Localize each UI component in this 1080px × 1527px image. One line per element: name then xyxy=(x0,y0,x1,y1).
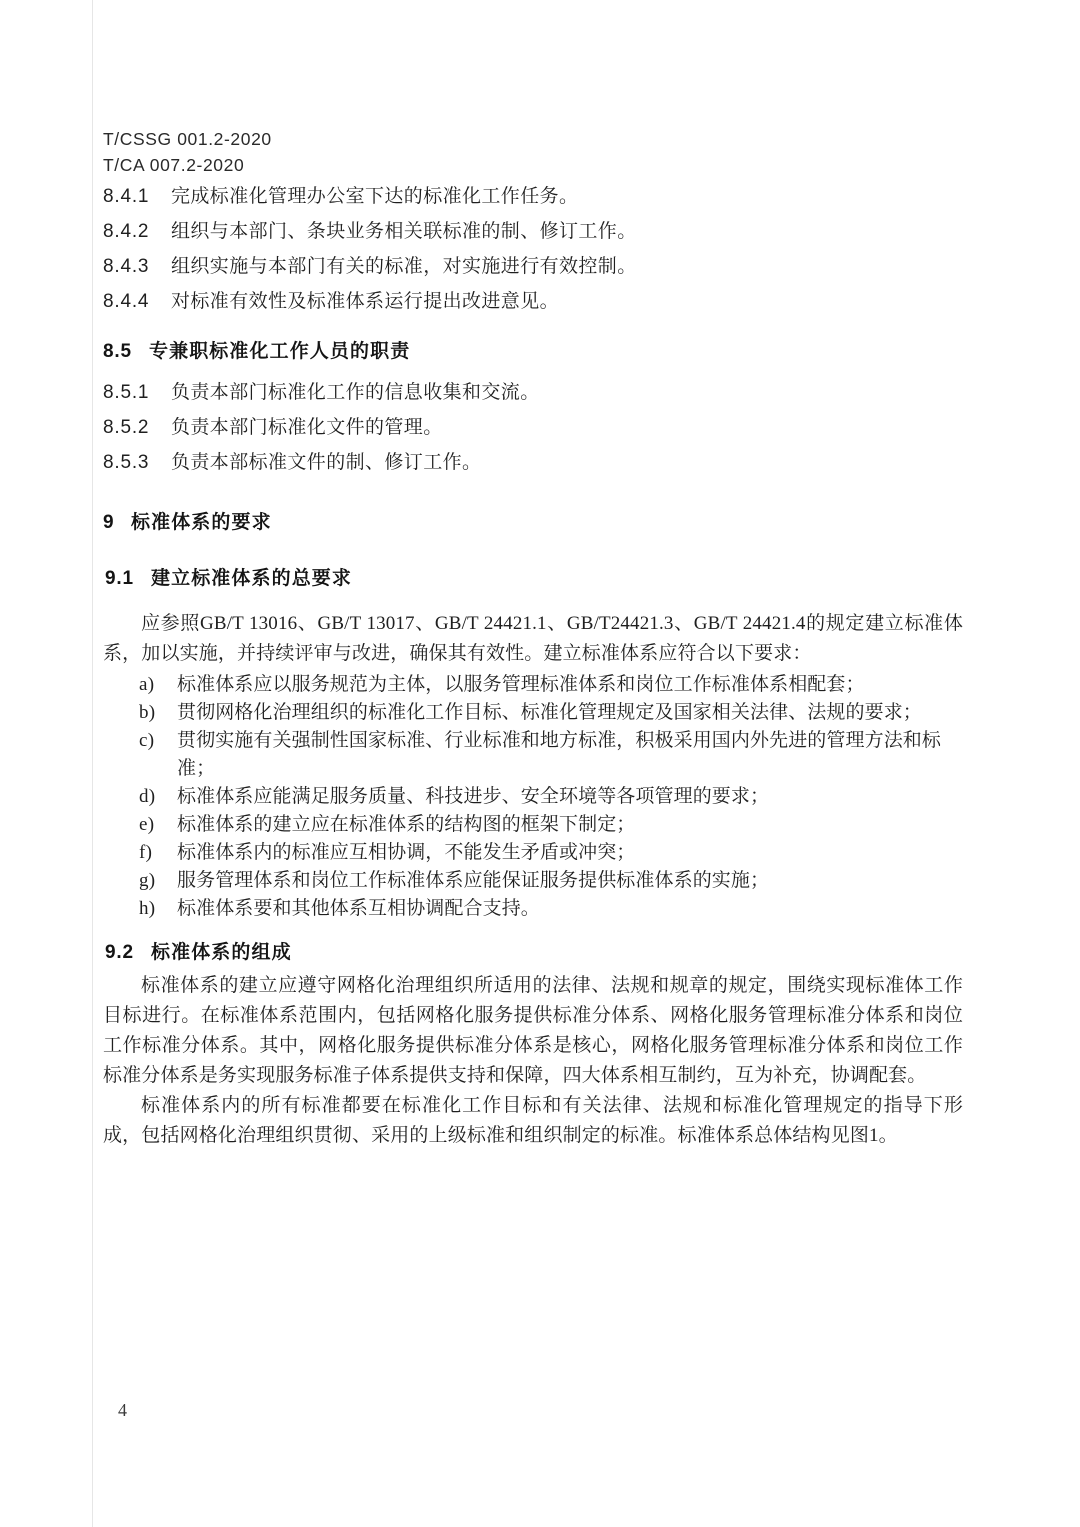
heading-number: 9.2 xyxy=(105,942,134,963)
list-item xyxy=(103,839,963,867)
list-item-text: 标准体系应以服务规范为主体，以服务管理标准体系和岗位工作标准体系相配套； xyxy=(177,674,865,695)
lettered-list-9-1 xyxy=(103,671,963,923)
clause-text: 组织与本部门、条块业务相关联标准的制、修订工作。 xyxy=(171,221,637,242)
heading-number: 9 xyxy=(103,512,114,533)
heading-title: 专兼职标准化工作人员的职责 xyxy=(149,341,411,362)
standard-number-primary: T/CSSG 001.2-2020 xyxy=(103,129,272,149)
clause-number: 8.5.2 xyxy=(103,417,150,438)
clause-number: 8.4.1 xyxy=(103,186,150,207)
paragraph-9-1-intro: 应参照GB/T 13016、GB/T 13017、GB/T 24421.1、GB/T24421.3、GB/T 24421.4的规定建立标准体系，加以实施，并持续评审与改进，确保其有效性。建立标准体系应符合以下要求： xyxy=(103,613,963,664)
clause-number: 8.5.1 xyxy=(103,382,150,403)
page-number: 4 xyxy=(118,1400,127,1420)
list-marker: a) xyxy=(139,674,155,695)
list-item xyxy=(103,811,963,839)
spacer xyxy=(103,591,963,609)
heading-number: 9.1 xyxy=(105,568,134,589)
heading-title: 建立标准体系的总要求 xyxy=(151,568,353,589)
clause-group-8-5 xyxy=(103,381,963,475)
clause-8-4-4 xyxy=(103,290,963,314)
list-marker: f) xyxy=(139,842,153,863)
spacer xyxy=(103,475,963,501)
list-item-text: 标准体系应能满足服务质量、科技进步、安全环境等各项管理的要求； xyxy=(177,786,770,807)
clause-8-5-1 xyxy=(103,381,963,405)
heading-9-2 xyxy=(105,941,963,965)
clause-text: 负责本部门标准化文件的管理。 xyxy=(171,417,443,438)
clause-text: 对标准有效性及标准体系运行提出改进意见。 xyxy=(171,291,560,312)
clause-text: 负责本部门标准化工作的信息收集和交流。 xyxy=(171,382,540,403)
page-content xyxy=(103,126,963,1151)
clause-8-5-3 xyxy=(103,451,963,475)
heading-9 xyxy=(103,511,963,535)
list-item-text: 标准体系要和其他体系互相协调配合支持。 xyxy=(177,898,540,919)
spacer xyxy=(103,535,963,561)
list-item xyxy=(103,867,963,895)
list-item xyxy=(103,699,963,727)
standard-header xyxy=(103,126,963,178)
list-marker: g) xyxy=(139,870,156,891)
list-item-text: 贯彻网格化治理组织的标准化工作目标、标准化管理规定及国家相关法律、法规的要求； xyxy=(177,702,922,723)
list-marker: d) xyxy=(139,786,156,807)
clause-text: 完成标准化管理办公室下达的标准化工作任务。 xyxy=(171,186,579,207)
clause-number: 8.4.4 xyxy=(103,291,150,312)
paragraph-9-2-second: 标准体系内的所有标准都要在标准化工作目标和有关法律、法规和标准化管理规定的指导下形成，包括网格化治理组织贯彻、采用的上级标准和组织制定的标准。标准体系总体结构见图1。 xyxy=(103,1095,963,1146)
clause-8-4-3 xyxy=(103,255,963,279)
list-item xyxy=(103,671,963,699)
list-item-text: 标准体系内的标准应互相协调，不能发生矛盾或冲突； xyxy=(177,842,636,863)
list-marker: h) xyxy=(139,898,156,919)
heading-title: 标准体系的组成 xyxy=(151,942,292,963)
heading-8-5 xyxy=(103,340,963,364)
clause-8-4-1 xyxy=(103,185,963,209)
paragraph-9-2-first: 标准体系的建立应遵守网格化治理组织所适用的法律、法规和规章的规定，围绕实现标准体工作目标进行。在标准体系范围内，包括网格化服务提供标准分体系、网格化服务管理标准分体系和岗位工作标准分体系。其中，网格化服务提供标准分体系是核心，网格化服务管理标准分体系和岗位工作标准分体系是务实现服务标准子体系提供支持和保障，四大体系相互制约，互为补充，协调配套。 xyxy=(103,975,963,1086)
list-item-text: 贯彻实施有关强制性国家标准、行业标准和地方标准，积极采用国内外先进的管理方法和标准； xyxy=(177,730,942,779)
list-item xyxy=(103,783,963,811)
spacer xyxy=(103,314,963,340)
list-item xyxy=(103,727,963,783)
list-marker: e) xyxy=(139,814,155,835)
clause-number: 8.4.3 xyxy=(103,256,150,277)
clause-number: 8.4.2 xyxy=(103,221,150,242)
list-marker: b) xyxy=(139,702,156,723)
spacer xyxy=(103,364,963,374)
spacer xyxy=(103,501,963,511)
list-item-text: 服务管理体系和岗位工作标准体系应能保证服务提供标准体系的实施； xyxy=(177,870,770,891)
clause-text: 组织实施与本部门有关的标准，对实施进行有效控制。 xyxy=(171,256,637,277)
heading-number: 8.5 xyxy=(103,341,132,362)
heading-title: 标准体系的要求 xyxy=(131,512,272,533)
clause-8-5-2 xyxy=(103,416,963,440)
list-item-text: 标准体系的建立应在标准体系的结构图的框架下制定； xyxy=(177,814,636,835)
spacer xyxy=(103,923,963,941)
clause-number: 8.5.3 xyxy=(103,452,150,473)
list-marker: c) xyxy=(139,730,155,751)
page-edge-line xyxy=(92,0,93,1527)
standard-number-secondary: T/CA 007.2-2020 xyxy=(103,155,245,175)
heading-9-1 xyxy=(105,567,963,591)
clause-text: 负责本部标准文件的制、修订工作。 xyxy=(171,452,482,473)
list-item xyxy=(103,895,963,923)
clause-group-8-4 xyxy=(103,185,963,314)
clause-8-4-2 xyxy=(103,220,963,244)
